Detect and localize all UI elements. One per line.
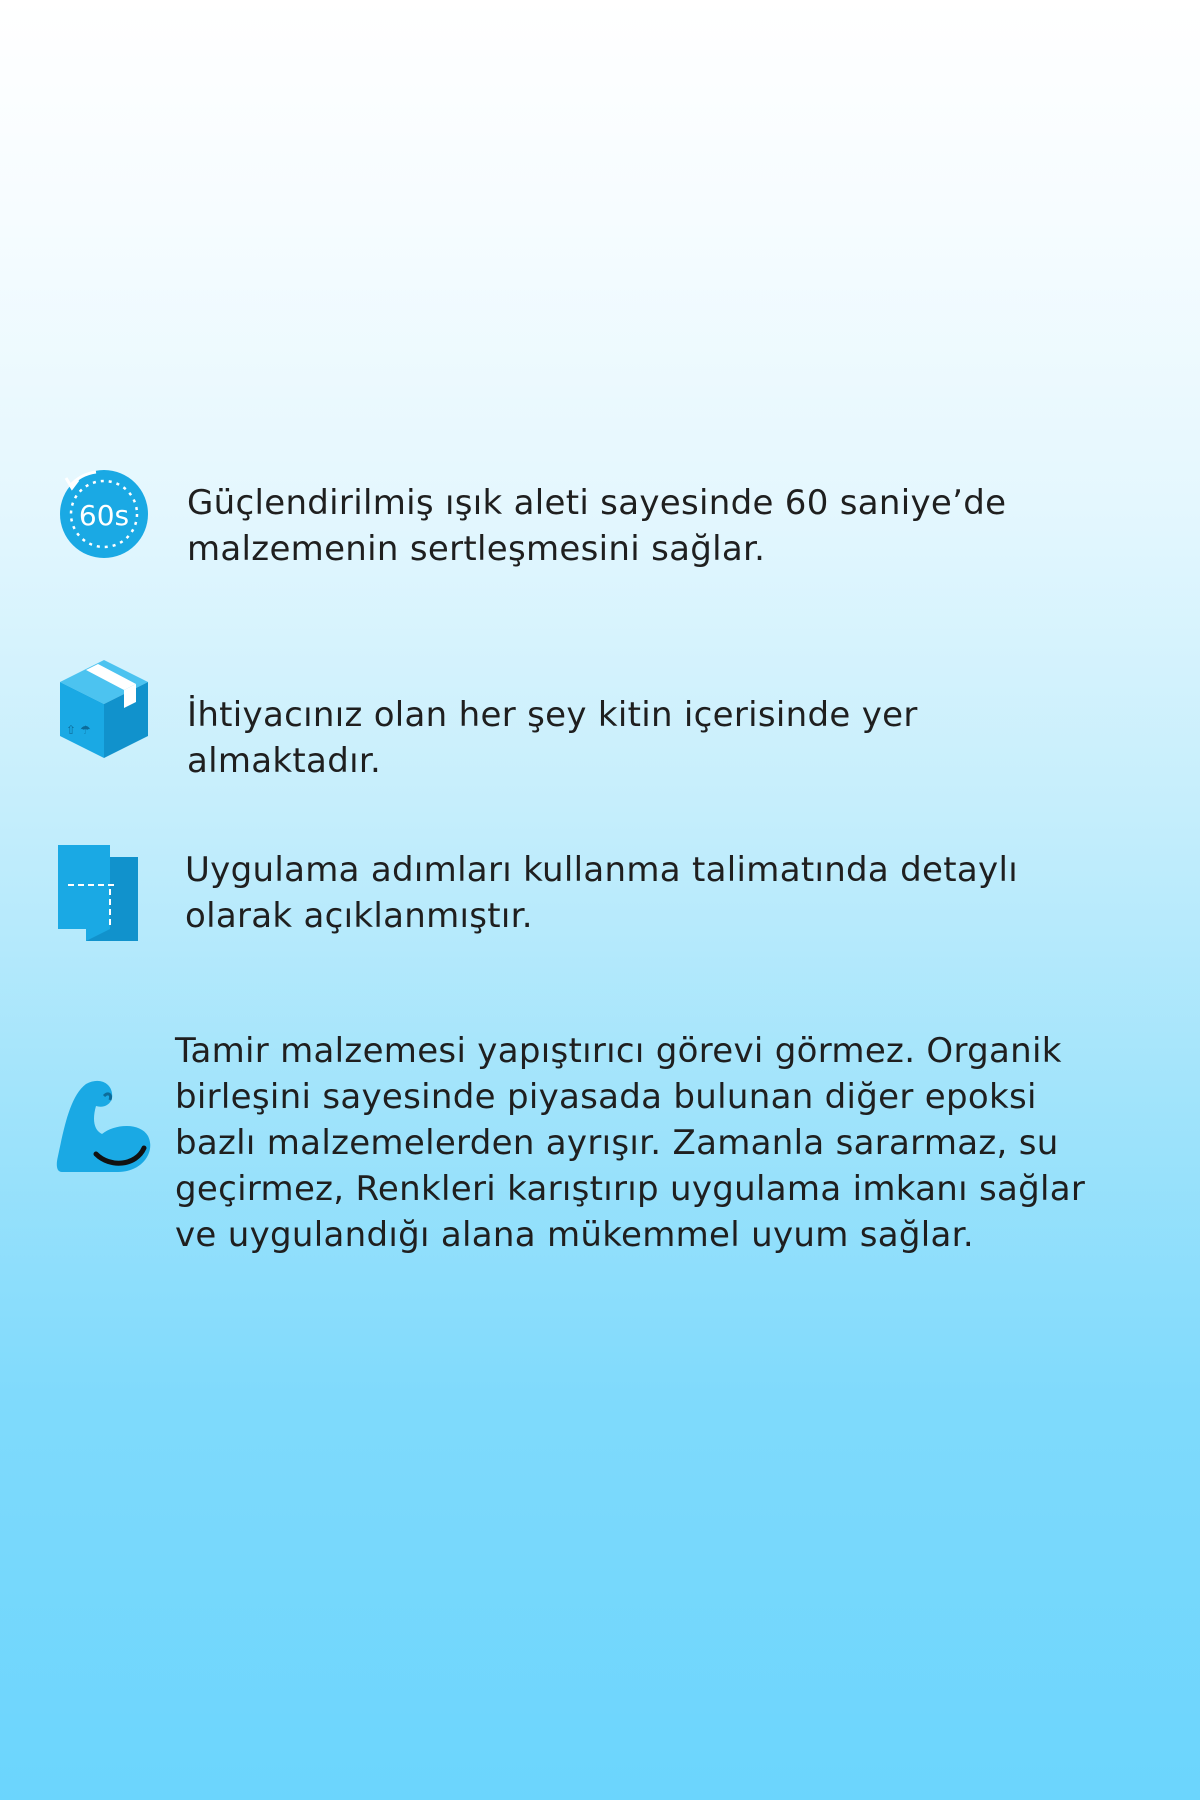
feature-text xyxy=(175,1028,1085,1258)
feature-text xyxy=(187,692,918,784)
text-line: olarak açıklanmıştır. xyxy=(185,896,533,936)
text-line: Tamir malzemesi yapıştırıcı görevi görmez. Organik xyxy=(175,1031,1062,1071)
feature-text xyxy=(185,847,1018,939)
text-line: İhtiyacınız olan her şey kitin içerisinde yer xyxy=(187,695,918,735)
text-line: malzemenin sertleşmesini sağlar. xyxy=(187,529,766,569)
text-line: bazlı malzemelerden ayrışır. Zamanla sararmaz, su xyxy=(175,1123,1059,1163)
package-box-icon xyxy=(56,658,152,764)
svg-text:⇧ ☂: ⇧ ☂ xyxy=(66,723,91,737)
svg-text:60s: 60s xyxy=(78,499,130,532)
text-line: Güçlendirilmiş ışık aleti sayesinde 60 saniye’de xyxy=(187,483,1007,523)
text-line: almaktadır. xyxy=(187,741,382,781)
document-pages-icon xyxy=(56,843,140,947)
text-line: birleşini sayesinde piyasada bulunan diğer epoksi xyxy=(175,1077,1037,1117)
stopwatch-60s-icon xyxy=(56,466,152,566)
text-line: ve uygulandığı alana mükemmel uyum sağlar. xyxy=(175,1215,974,1255)
text-line: Uygulama adımları kullanma talimatında detaylı xyxy=(185,850,1018,890)
feature-text xyxy=(187,480,1006,572)
flexed-arm-muscle-icon xyxy=(56,1076,152,1180)
text-line: geçirmez, Renkleri karıştırıp uygulama imkanı sağlar xyxy=(175,1169,1086,1209)
